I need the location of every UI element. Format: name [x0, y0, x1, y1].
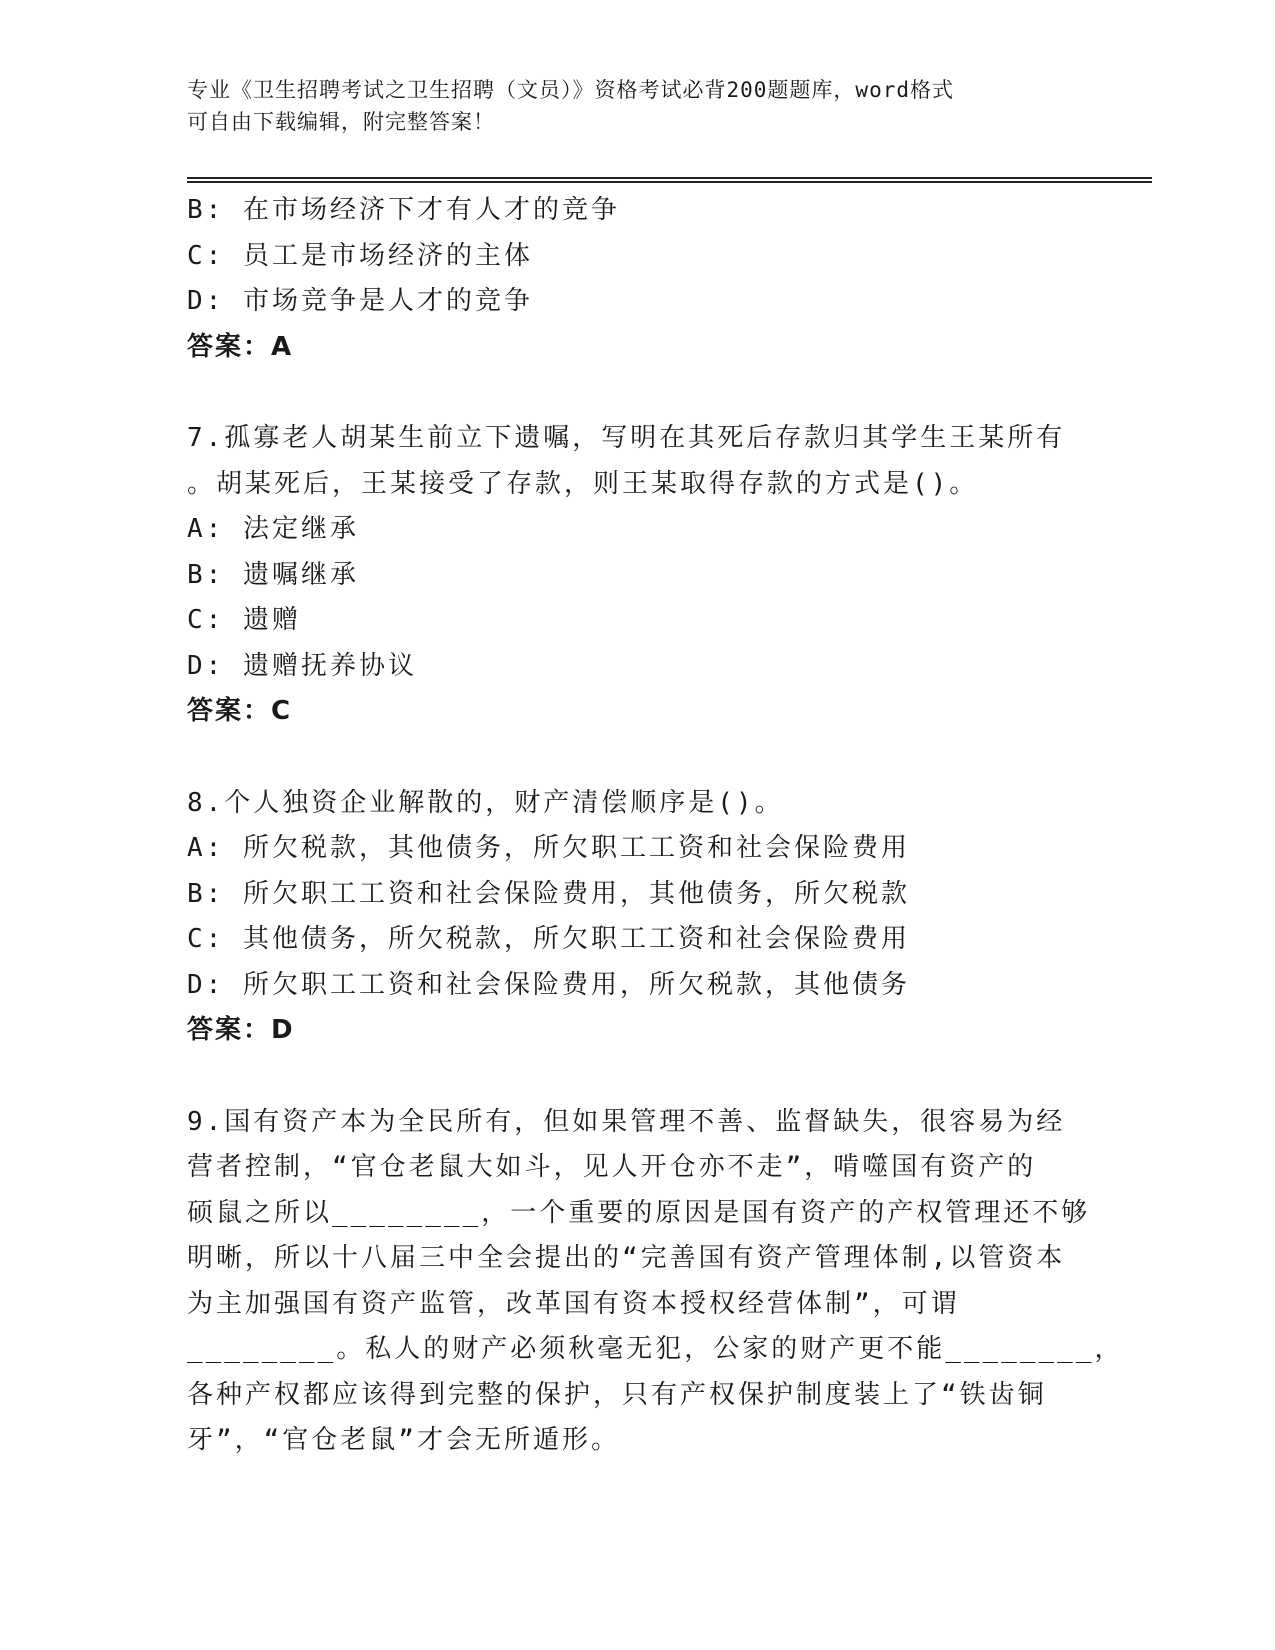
question-9 [187, 1100, 1124, 1464]
question-text-line: 9.国有资产本为全民所有，但如果管理不善、监督缺失，很容易为经 [187, 1106, 1066, 1137]
option-c: C: 员工是市场经济的主体 [187, 240, 533, 271]
document-body [187, 188, 1124, 1464]
question-6 [187, 188, 1087, 370]
spacer [187, 370, 1087, 416]
question-7 [187, 416, 1087, 735]
option-a: A: 所欠税款，其他债务，所欠职工工资和社会保险费用 [187, 833, 910, 863]
question-text-line: 硕鼠之所以________，一个重要的原因是国有资产的产权管理还不够 [187, 1197, 1091, 1228]
question-text-line: 7.孤寡老人胡某生前立下遗嘱，写明在其死后存款归其学生王某所有 [187, 423, 1066, 453]
option-d: D: 遗赠抚养协议 [187, 650, 417, 681]
question-text-line: 牙”，“官仓老鼠”才会无所遁形。 [187, 1425, 620, 1455]
question-text-line: 各种产权都应该得到完整的保护，只有产权保护制度装上了“铁齿铜 [187, 1379, 1047, 1410]
option-a: A: 法定继承 [187, 514, 359, 544]
answer: 答案：C [187, 696, 293, 726]
question-text-line: 8.个人独资企业解散的，财产清偿顺序是()。 [187, 787, 784, 818]
header-divider-bottom [187, 181, 1152, 183]
question-8 [187, 781, 1087, 1054]
question-text-line: 营者控制，“官仓老鼠大如斗，见人开仓亦不走”，啃噬国有资产的 [187, 1152, 1037, 1182]
question-text-line: 为主加强国有资产监管，改革国有资本授权经营体制”，可谓 [187, 1288, 960, 1319]
option-c: C: 其他债务，所欠税款，所欠职工工资和社会保险费用 [187, 924, 910, 954]
option-b: B: 在市场经济下才有人才的竞争 [187, 195, 620, 225]
option-d: D: 所欠职工工资和社会保险费用，所欠税款，其他债务 [187, 969, 910, 1000]
option-c: C: 遗赠 [187, 605, 301, 635]
question-text-line: ________。私人的财产必须秋毫无犯，公家的财产更不能________， [187, 1334, 1124, 1364]
header-divider-top [187, 177, 1152, 179]
option-b: B: 遗嘱继承 [187, 559, 359, 590]
question-text-line: 明晰，所以十八届三中全会提出的“完善国有资产管理体制,以管资本 [187, 1243, 1066, 1273]
header-title-line-1: 专业《卫生招聘考试之卫生招聘（文员）》资格考试必背200题题库，word格式 [187, 78, 954, 102]
option-b: B: 所欠职工工资和社会保险费用，其他债务，所欠税款 [187, 878, 910, 909]
spacer [187, 1054, 1087, 1100]
question-text-line: 。胡某死后，王某接受了存款，则王某取得存款的方式是()。 [187, 468, 979, 499]
answer: 答案：D [187, 1015, 295, 1045]
header-title-line-2: 可自由下载编辑，附完整答案！ [187, 110, 495, 134]
option-d: D: 市场竞争是人才的竞争 [187, 286, 533, 316]
document-header [187, 74, 1077, 138]
spacer [187, 735, 1087, 781]
answer: 答案：A [187, 331, 294, 362]
